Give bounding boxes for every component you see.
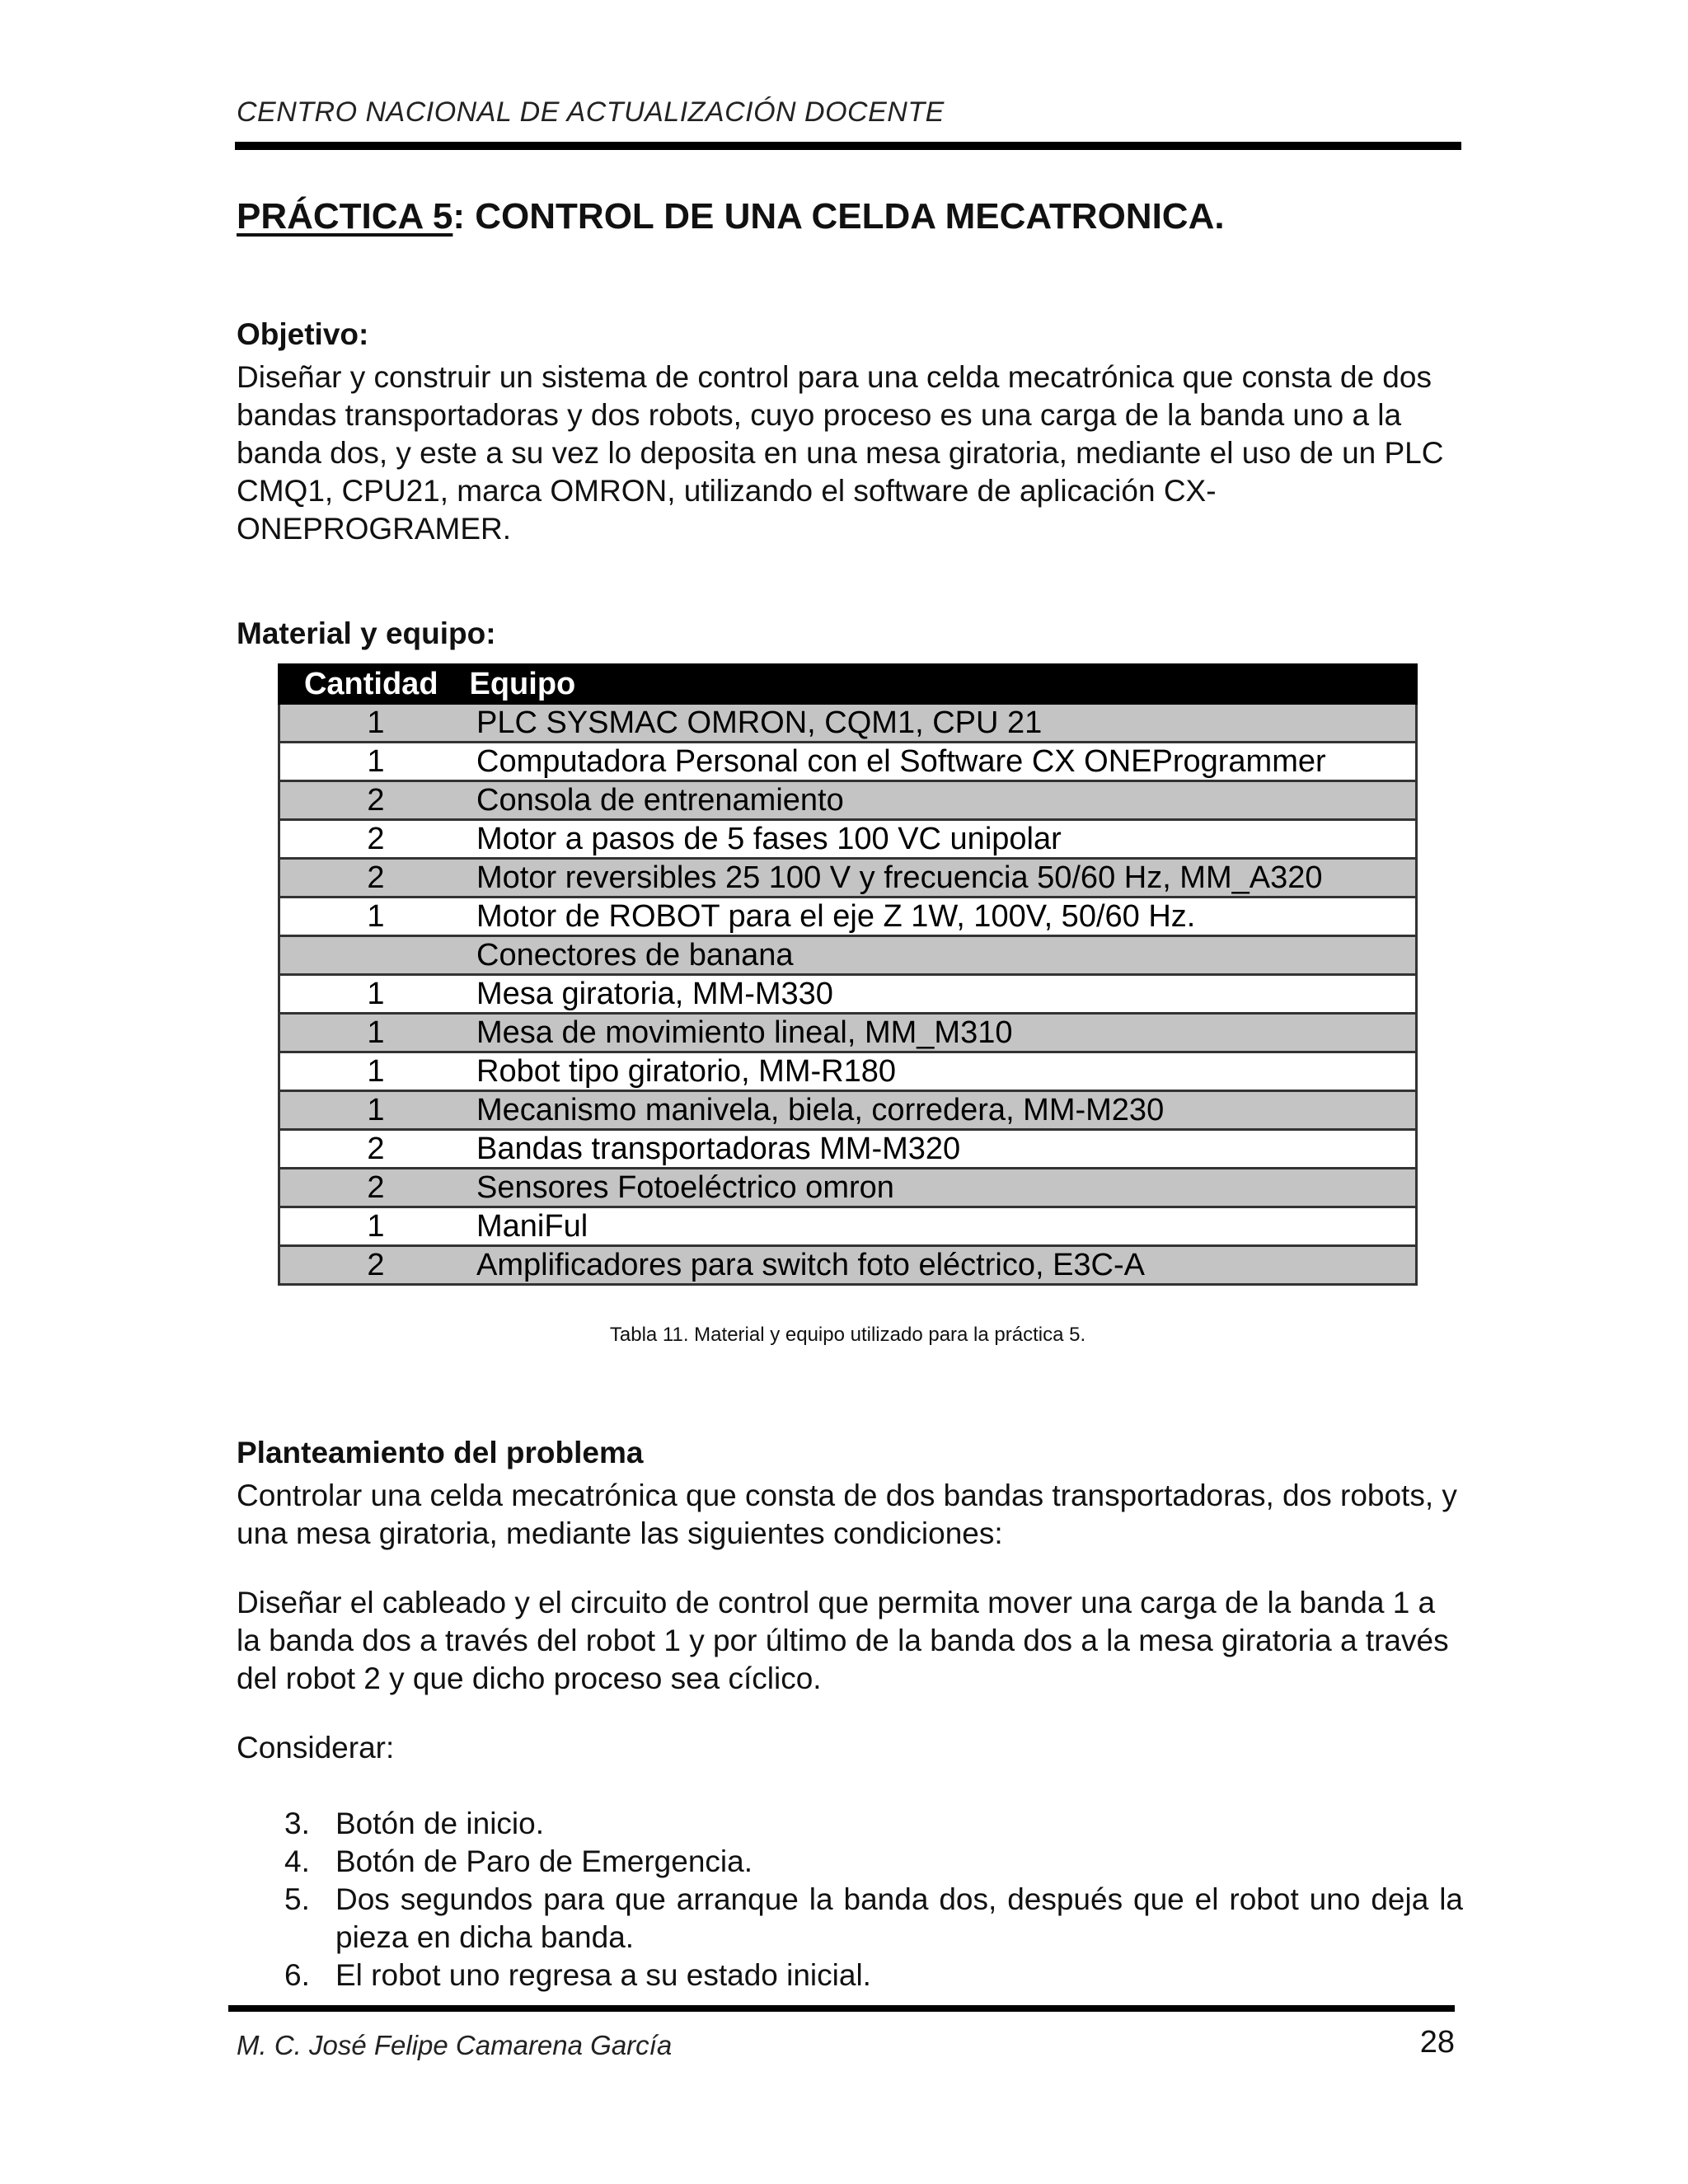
equipment-cell: Consola de entrenamiento <box>463 781 1417 820</box>
table-row <box>279 898 1417 936</box>
quantity-cell: 2 <box>279 1246 464 1285</box>
table-row <box>279 859 1417 898</box>
conditions-list <box>276 1805 1463 1994</box>
equipment-cell: Mecanismo manivela, biela, corredera, MM-M230 <box>463 1091 1417 1130</box>
list-item-number: 3. <box>284 1807 310 1840</box>
footer-author: M. C. José Felipe Camarena García <box>237 2030 673 2060</box>
quantity-cell: 2 <box>279 781 464 820</box>
footer-rule <box>228 2005 1455 2012</box>
table-row <box>279 936 1417 975</box>
column-header-equipment: Equipo <box>463 665 1417 704</box>
page-title <box>237 196 1225 237</box>
quantity-cell: 1 <box>279 1207 464 1246</box>
page-number: 28 <box>1419 2025 1455 2060</box>
table-row <box>279 1091 1417 1130</box>
material-heading: Material y equipo: <box>237 616 496 650</box>
list-item-number: 5. <box>284 1882 310 1916</box>
table-row <box>279 1130 1417 1169</box>
equipment-cell: Sensores Fotoeléctrico omron <box>463 1169 1417 1207</box>
quantity-cell: 1 <box>279 898 464 936</box>
quantity-cell: 2 <box>279 1169 464 1207</box>
table-row <box>279 743 1417 781</box>
list-item-text: Dos segundos para que arranque la banda dos, después que el robot uno deja la pieza en dicha banda. <box>335 1882 1463 1954</box>
equipment-table <box>278 663 1418 1286</box>
practice-title-text: : CONTROL DE UNA CELDA MECATRONICA. <box>452 196 1225 237</box>
list-item <box>276 1881 1463 1957</box>
list-item-number: 6. <box>284 1958 310 1992</box>
quantity-cell: 1 <box>279 1091 464 1130</box>
equipment-cell: PLC SYSMAC OMRON, CQM1, CPU 21 <box>463 704 1417 743</box>
column-header-quantity: Cantidad <box>279 665 464 704</box>
quantity-cell: 1 <box>279 1014 464 1052</box>
table-row <box>279 704 1417 743</box>
table-row <box>279 1246 1417 1285</box>
table-caption: Tabla 11. Material y equipo utilizado para la práctica 5. <box>609 1324 1086 1346</box>
objective-text: Diseñar y construir un sistema de control para una celda mecatrónica que consta de dos bandas transportadoras y dos robots, cuyo proceso es una carga de la banda uno a la banda dos, y este a su vez lo deposita en una mesa giratoria, mediante el uso de un PLC CMQ1, CPU21, marca OMRON, utilizando el software de aplicación CX- ONEPROGRAMER. <box>237 360 1444 546</box>
list-item <box>276 1805 1463 1843</box>
consider-label: Considerar: <box>237 1731 395 1765</box>
quantity-cell <box>279 936 464 975</box>
table-row <box>279 1207 1417 1246</box>
quantity-cell: 2 <box>279 820 464 859</box>
equipment-cell: Mesa de movimiento lineal, MM_M310 <box>463 1014 1417 1052</box>
problem-paragraph-1: Controlar una celda mecatrónica que consta de dos bandas transportadoras, dos robots, y una mesa giratoria, mediante las siguientes condiciones: <box>237 1479 1457 1550</box>
list-item-text: Botón de Paro de Emergencia. <box>335 1844 753 1878</box>
table-row <box>279 1014 1417 1052</box>
table-header-row <box>279 665 1417 704</box>
quantity-cell: 2 <box>279 859 464 898</box>
equipment-cell: Amplificadores para switch foto eléctrico, E3C-A <box>463 1246 1417 1285</box>
equipment-cell: Motor reversibles 25 100 V y frecuencia 50/60 Hz, MM_A320 <box>463 859 1417 898</box>
list-item <box>276 1957 1463 1994</box>
equipment-cell: Computadora Personal con el Software CX ONEProgrammer <box>463 743 1417 781</box>
table-row <box>279 1169 1417 1207</box>
quantity-cell: 1 <box>279 975 464 1014</box>
list-item-text: El robot uno regresa a su estado inicial. <box>335 1958 871 1992</box>
equipment-cell: ManiFul <box>463 1207 1417 1246</box>
problem-paragraph-2: Diseñar el cableado y el circuito de control que permita mover una carga de la banda 1 a la banda dos a través del robot 1 y por último de la banda dos a la mesa giratoria a través del robot 2 y que dicho proceso sea cíclico. <box>237 1586 1449 1695</box>
table-row <box>279 781 1417 820</box>
quantity-cell: 1 <box>279 743 464 781</box>
equipment-cell: Mesa giratoria, MM-M330 <box>463 975 1417 1014</box>
list-item-number: 4. <box>284 1844 310 1878</box>
objective-heading: Objetivo: <box>237 317 369 351</box>
equipment-cell: Conectores de banana <box>463 936 1417 975</box>
equipment-cell: Robot tipo giratorio, MM-R180 <box>463 1052 1417 1091</box>
practice-number: PRÁCTICA 5 <box>237 196 453 237</box>
table-row <box>279 975 1417 1014</box>
equipment-cell: Motor de ROBOT para el eje Z 1W, 100V, 50/60 Hz. <box>463 898 1417 936</box>
list-item-text: Botón de inicio. <box>335 1807 545 1840</box>
equipment-table-body <box>279 704 1417 1285</box>
problem-heading: Planteamiento del problema <box>237 1436 644 1469</box>
quantity-cell: 2 <box>279 1130 464 1169</box>
quantity-cell: 1 <box>279 704 464 743</box>
list-item <box>276 1843 1463 1881</box>
table-row <box>279 1052 1417 1091</box>
header-rule <box>235 142 1461 150</box>
table-row <box>279 820 1417 859</box>
equipment-cell: Motor a pasos de 5 fases 100 VC unipolar <box>463 820 1417 859</box>
running-header: CENTRO NACIONAL DE ACTUALIZACIÓN DOCENTE <box>237 96 945 128</box>
equipment-cell: Bandas transportadoras MM-M320 <box>463 1130 1417 1169</box>
quantity-cell: 1 <box>279 1052 464 1091</box>
